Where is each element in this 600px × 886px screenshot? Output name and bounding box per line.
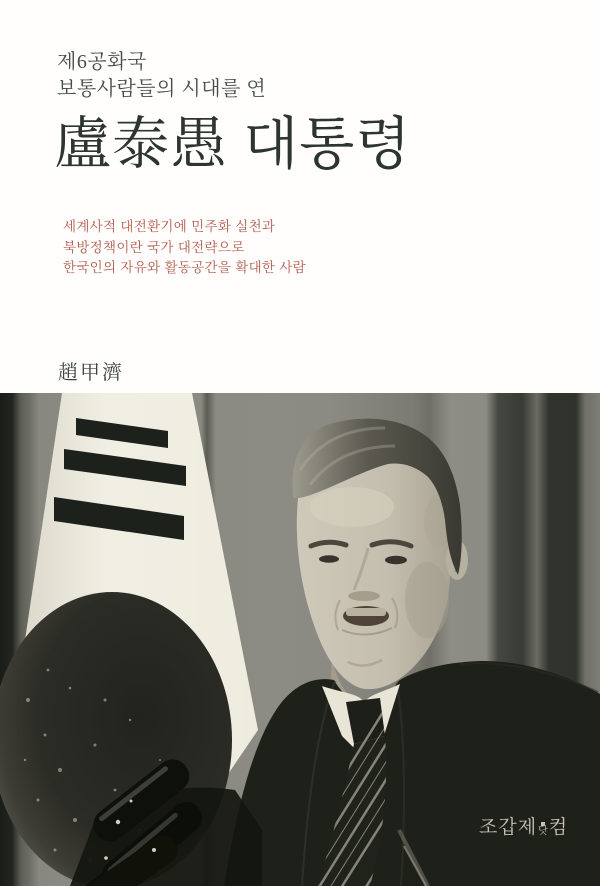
cover-photo (0, 393, 600, 886)
watermark-main: 조갑제 (479, 817, 538, 838)
subtitle-line-1: 세계사적 대전환기에 민주화 실천과 (63, 219, 276, 234)
series-line-2: 보통사람들의 시대를 연 (57, 78, 267, 100)
subtitle-line-2: 북방정책이란 국가 대전략으로 (63, 239, 245, 255)
subtitle-text (63, 217, 306, 279)
watermark-small: 닷 (538, 826, 548, 837)
series-text (57, 49, 266, 103)
series-line-1: 제6공화국 (57, 51, 147, 73)
subtitle-line-3: 한국인의 자유와 활동공간을 확대한 사람 (63, 260, 306, 275)
author-name: 趙甲濟 (58, 362, 124, 384)
watermark-tail: 컴 (548, 817, 569, 838)
book-title: 盧泰愚 대통령 (54, 113, 412, 176)
watermark-dot-column (538, 822, 548, 837)
publisher-watermark (479, 818, 568, 838)
